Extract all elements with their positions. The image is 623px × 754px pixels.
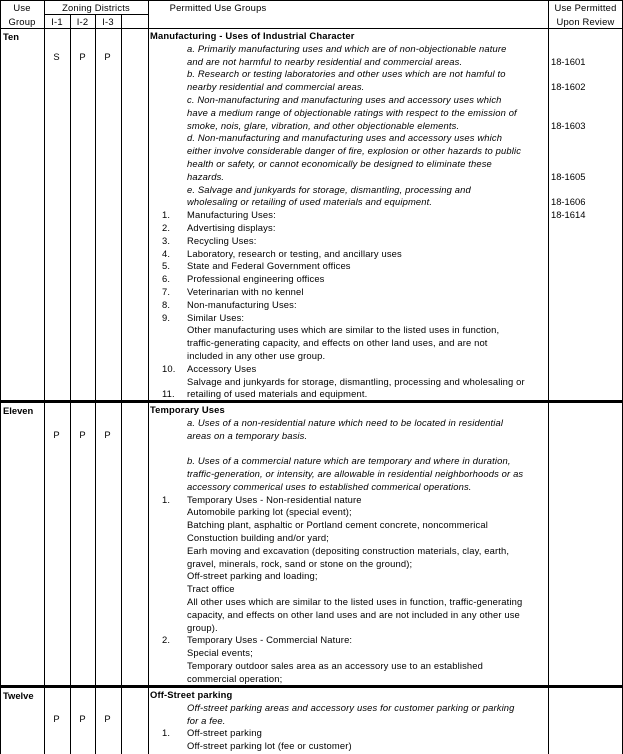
use-description: and are not harmful to nearby residential and commercial areas. (187, 55, 463, 67)
numbered-use-item (150, 273, 550, 286)
use-group-title: Manufacturing - Uses of Industrial Character (150, 30, 355, 41)
item-label: Advertising displays: (187, 221, 276, 233)
item-label: Recycling Uses: (187, 234, 257, 246)
numbered-use-item (150, 260, 550, 273)
numbered-use-item (150, 222, 550, 235)
grid-line (148, 0, 149, 754)
use-description: b. Research or testing laboratories and other uses which are not hamful to (187, 68, 506, 80)
use-description: hazards. (187, 170, 225, 182)
item-label: Accessory Uses (187, 362, 257, 374)
use-detail: group). (187, 621, 218, 633)
use-description: Off-street parking areas and accessory uses for customer parking or parking (187, 701, 515, 713)
use-description: either involve considerable danger of fire, explosion or other hazards to public (187, 145, 522, 157)
permitted-use-group-content (150, 404, 550, 686)
item-number: 1. (162, 727, 171, 739)
zoning-district-value: P (104, 429, 111, 440)
use-description: areas on a temporary basis. (187, 429, 308, 441)
numbered-use-item (150, 248, 550, 261)
blank-line (150, 442, 550, 455)
item-number: 8. (162, 298, 171, 310)
use-description: traffic-generation, or intensity, are allowable in residential neighborhoods or as (187, 467, 524, 479)
use-detail: Special events; (187, 647, 253, 659)
use-detail: Off-street parking lot (fee or customer) (187, 740, 352, 752)
zoning-district-value: P (53, 713, 60, 724)
use-detail: Constuction building and/or yard; (187, 531, 330, 543)
item-label: Temporary Uses - Commercial Nature: (187, 634, 353, 646)
use-detail: All other uses which are similar to the listed uses in function, traffic-generating (187, 595, 523, 607)
use-detail: traffic-generating capacity, and effects on other land uses, and are not (187, 337, 488, 349)
review-section-reference: 18-1606 (551, 196, 586, 208)
use-detail: Earh moving and excavation (depositing construction materials, clay, earth, (187, 544, 510, 556)
grid-line (0, 28, 623, 29)
use-group-title: Temporary Uses (150, 404, 225, 415)
use-detail: Batching plant, asphaltic or Portland cement concrete, noncommerical (187, 519, 488, 531)
permitted-use-group-content (150, 30, 550, 401)
zoning-district-value: P (104, 713, 111, 724)
item-number: 6. (162, 273, 171, 285)
use-detail: gravel, minerals, rock, sand or stone on the ground); (187, 557, 413, 569)
use-description: c. Non-manufacturing and manufacturing uses and accessory uses which (187, 93, 502, 105)
use-group-name: Eleven (3, 405, 34, 416)
use-detail: Automobile parking lot (special event); (187, 506, 352, 518)
numbered-use-item (150, 727, 550, 740)
item-number: 4. (162, 247, 171, 259)
review-section-reference: 18-1603 (551, 119, 586, 131)
use-group-name: Twelve (3, 690, 34, 701)
item-label: Similar Uses: (187, 311, 245, 323)
item-number: 11. (162, 388, 175, 400)
use-detail: Salvage and junkyards for storage, dismantling, processing and wholesaling or (187, 375, 525, 387)
item-label: Non-manufacturing Uses: (187, 298, 297, 310)
item-number: 3. (162, 234, 171, 246)
use-description: b. Uses of a commercial nature which are temporary and where in duration, (187, 455, 511, 467)
zoning-district-value: P (79, 429, 86, 440)
header-district-i1: I-1 (51, 16, 63, 27)
grid-line (70, 14, 71, 754)
header-district-i2: I-2 (76, 16, 89, 27)
header-review-line1: Use Permitted (554, 2, 617, 13)
use-description: have a medium range of objectionable ratings with respect to the emission of (187, 106, 517, 118)
grid-line (121, 14, 122, 754)
use-description: accessory commerical uses to established commerical operations. (187, 480, 472, 492)
item-label: Professional engineering offices (187, 273, 325, 285)
header-use-group-line1: Use (13, 2, 31, 13)
item-label: Manufacturing Uses: (187, 209, 276, 221)
permitted-use-group-content (150, 689, 550, 753)
zoning-district-value: P (79, 51, 86, 62)
header-district-i3: I-3 (102, 16, 114, 27)
use-detail: Temporary outdoor sales area as an accessory use to an established (187, 659, 483, 671)
item-label: State and Federal Government offices (187, 260, 351, 272)
use-description: a. Uses of a non-residential nature which need to be located in residential (187, 416, 504, 428)
use-group-title: Off-Street parking (150, 689, 233, 700)
item-label: Laboratory, research or testing, and ancillary uses (187, 247, 402, 259)
numbered-use-item (150, 312, 550, 325)
grid-line (44, 0, 45, 754)
grid-line (0, 0, 1, 754)
header-permitted-use-groups: Permitted Use Groups (169, 2, 267, 13)
use-detail: commercial operation; (187, 672, 283, 684)
item-label: Veterinarian with no kennel (187, 285, 304, 297)
item-number: 2. (162, 221, 171, 233)
use-detail: Tract office (187, 583, 235, 595)
use-description: a. Primarily manufacturing uses and which are of non-objectionable nature (187, 42, 507, 54)
use-description: smoke, nois, glare, vibration, and other objectionable elements. (187, 119, 460, 131)
header-use-group-line2: Group (8, 16, 36, 27)
use-description: e. Salvage and junkyards for storage, dismantling, processing and (187, 183, 471, 195)
review-section-reference: 18-1614 (551, 209, 586, 221)
numbered-use-item (150, 235, 550, 248)
review-section-reference: 18-1605 (551, 170, 586, 182)
use-description: nearby residential and commercial areas. (187, 81, 365, 93)
item-number: 2. (162, 634, 171, 646)
numbered-use-item (150, 286, 550, 299)
grid-line (44, 14, 148, 15)
use-description: for a fee. (187, 714, 226, 726)
item-number: 5. (162, 260, 171, 272)
header-review-line2: Upon Review (556, 16, 615, 27)
header-zoning-districts: Zoning Districts (62, 2, 130, 13)
use-detail: Other manufacturing uses which are similar to the listed uses in function, (187, 324, 500, 336)
zoning-district-value: P (53, 429, 60, 440)
use-description: health or safety, or cannot economically be designed to eliminate these (187, 157, 492, 169)
grid-line (0, 0, 623, 1)
zoning-district-value: P (79, 713, 86, 724)
grid-line (95, 14, 96, 754)
zoning-district-value: P (104, 51, 111, 62)
item-number: 1. (162, 209, 171, 221)
item-number: 7. (162, 285, 171, 297)
item-number: 10. (162, 362, 176, 374)
item-label: Temporary Uses - Non-residential nature (187, 493, 362, 505)
use-group-name: Ten (3, 31, 19, 42)
numbered-use-item (150, 634, 550, 647)
item-number: 1. (162, 493, 171, 505)
numbered-use-item (150, 494, 550, 507)
review-section-reference: 18-1601 (551, 55, 586, 67)
use-detail: capacity, and effects on other land uses and are not included in any other use (187, 608, 520, 620)
use-description: wholesaling or retailing of used materials and equipment. (187, 196, 433, 208)
use-description: d. Non-manufacturing and manufacturing uses and accessory uses which (187, 132, 503, 144)
numbered-use-item (150, 299, 550, 312)
item-number: 9. (162, 311, 171, 323)
numbered-use-item (150, 363, 550, 376)
use-detail: included in any other use group. (187, 349, 326, 361)
item-label: Off-street parking (187, 727, 262, 739)
zoning-district-value: S (53, 51, 60, 62)
review-section-reference: 18-1602 (551, 81, 586, 93)
numbered-use-item (150, 388, 550, 401)
use-detail: Off-street parking and loading; (187, 570, 318, 582)
numbered-use-item (150, 209, 550, 222)
item-label: retailing of used materials and equipment. (187, 388, 368, 400)
